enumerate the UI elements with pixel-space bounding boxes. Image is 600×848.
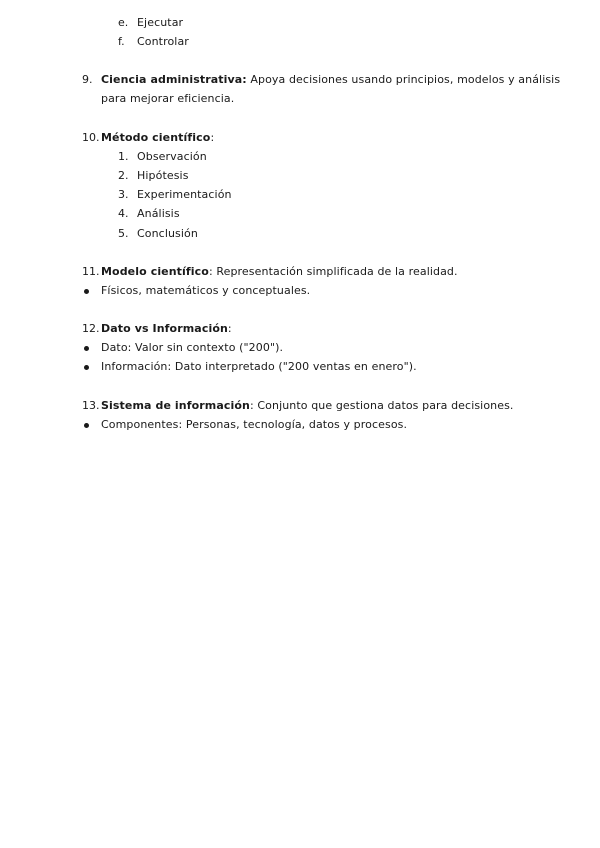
step-item: Hipótesis xyxy=(137,169,189,182)
bullet-icon xyxy=(84,365,89,370)
item-11-line xyxy=(101,265,458,279)
item-9-colon: : xyxy=(242,73,247,86)
step-marker: 2. xyxy=(118,169,129,182)
sublist-marker: f. xyxy=(118,35,125,48)
bullet-item: Dato: Valor sin contexto ("200"). xyxy=(101,341,284,354)
item-12-heading xyxy=(101,322,232,336)
item-9-line2: para mejorar eficiencia. xyxy=(101,92,235,105)
item-number: 10. xyxy=(82,131,100,144)
item-12-term: Dato vs Información xyxy=(101,322,228,335)
bullet-item: Componentes: Personas, tecnología, datos y procesos. xyxy=(101,418,408,431)
step-marker: 1. xyxy=(118,150,129,163)
sublist-item: Controlar xyxy=(137,35,189,48)
item-10-term: Método científico xyxy=(101,131,211,144)
item-9-term: Ciencia administrativa xyxy=(101,73,243,86)
item-9-text: Apoya decisiones usando principios, modelos y análisis xyxy=(246,73,561,86)
item-10-heading xyxy=(101,131,214,145)
step-marker: 4. xyxy=(118,207,129,220)
item-13-term: Sistema de información xyxy=(101,399,250,412)
bullet-icon xyxy=(84,346,89,351)
item-13-text: : Conjunto que gestiona datos para decisiones. xyxy=(249,399,514,412)
bullet-icon xyxy=(84,289,89,294)
step-item: Análisis xyxy=(137,207,180,220)
item-9-line1 xyxy=(101,73,560,87)
item-13-line xyxy=(101,399,514,413)
step-marker: 5. xyxy=(118,227,129,240)
item-number: 12. xyxy=(82,322,100,335)
item-11-text: : Representación simplificada de la realidad. xyxy=(208,265,458,278)
item-11-term: Modelo científico xyxy=(101,265,209,278)
item-number: 9. xyxy=(82,73,93,86)
item-number: 13. xyxy=(82,399,100,412)
step-item: Experimentación xyxy=(137,188,232,201)
item-number: 11. xyxy=(82,265,100,278)
item-10-colon: : xyxy=(210,131,215,144)
bullet-icon xyxy=(84,423,89,428)
step-item: Conclusión xyxy=(137,227,198,240)
sublist-item: Ejecutar xyxy=(137,16,184,29)
step-item: Observación xyxy=(137,150,207,163)
step-marker: 3. xyxy=(118,188,129,201)
bullet-item: Físicos, matemáticos y conceptuales. xyxy=(101,284,311,297)
item-12-colon: : xyxy=(227,322,232,335)
bullet-item: Información: Dato interpretado ("200 ventas en enero"). xyxy=(101,360,417,373)
sublist-marker: e. xyxy=(118,16,129,29)
